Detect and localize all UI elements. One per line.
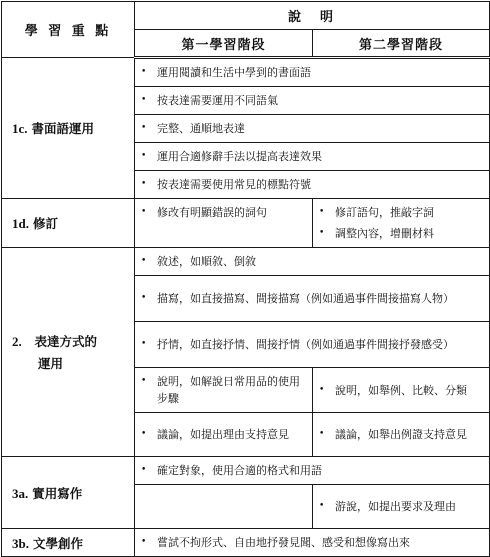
row-2-pair-2-stage-1: • 議論，如提出理由支持意見 <box>135 413 313 457</box>
header-learning-points: 學 習 重 點 <box>2 2 135 58</box>
row-2-pair-1-stage-1: • 說明，如解說日常用品的使用步驟 <box>135 368 313 413</box>
row-1d-stage-2: • 修訂語句，推敲字詞 • 調整內容，增刪材料 <box>313 199 490 248</box>
row-3a-code: 3a. <box>12 485 29 501</box>
header-stage-1: 第一學習階段 <box>135 30 313 58</box>
row-3a-item-1: • 確定對象，使用合適的格式和用語 <box>135 457 490 485</box>
row-3a-stage-2: • 游說，如提出要求及理由 <box>313 485 490 529</box>
row-1c-item-2: • 按表達需要運用不同語氣 <box>135 87 490 115</box>
row-1c-code: 1c. <box>12 121 28 136</box>
row-1c-item-4: • 運用合適修辭手法以提高表達效果 <box>135 143 490 171</box>
row-3b-code: 3b. <box>12 535 29 551</box>
row-3a-title: 實用寫作 <box>32 485 83 501</box>
row-1d-title: 修訂 <box>32 216 58 231</box>
row-2-code: 2. <box>12 334 22 349</box>
row-2-label <box>2 248 135 457</box>
header-stage-2: 第二學習階段 <box>313 30 490 58</box>
row-1d-stage-1: • 修改有明顯錯誤的詞句 <box>135 199 313 248</box>
row-1c-item-1: • 運用閱讀和生活中學到的書面語 <box>135 58 490 87</box>
row-2-title-line1: 表達方式的 <box>34 334 97 349</box>
row-3b-label <box>2 529 135 557</box>
row-3a-label <box>2 457 135 529</box>
learning-points-table <box>1 1 490 557</box>
row-2-pair-2-stage-2: • 議論，如舉出例證支持意見 <box>313 413 490 457</box>
row-2-item-1: • 敘述，如順敘、倒敘 <box>135 248 490 276</box>
header-description: 說 明 <box>135 2 490 30</box>
row-3b-title: 文學創作 <box>32 535 83 551</box>
row-2-pair-1-stage-2: • 說明，如舉例、比較、分類 <box>313 368 490 413</box>
row-3b-item-1: • 嘗試不拘形式、自由地抒發見聞、感受和想像寫出來 <box>135 529 490 557</box>
row-2-item-2: • 描寫，如直接描寫、間接描寫（例如通過事件間接描寫人物） <box>135 276 490 322</box>
row-1c-item-5: • 按表達需要使用常見的標點符號 <box>135 171 490 199</box>
row-2-title-line2: 運用 <box>38 356 64 371</box>
row-1c-item-3: • 完整、通順地表達 <box>135 115 490 143</box>
row-1c-label <box>2 58 135 199</box>
row-3a-stage-1-empty <box>135 485 313 529</box>
row-1d-code: 1d. <box>12 216 29 231</box>
row-1c-title: 書面語運用 <box>31 121 95 136</box>
row-2-item-3: • 抒情，如直接抒情、間接抒情（例如通過事件間接抒發感受） <box>135 322 490 368</box>
row-1d-label <box>2 199 135 248</box>
